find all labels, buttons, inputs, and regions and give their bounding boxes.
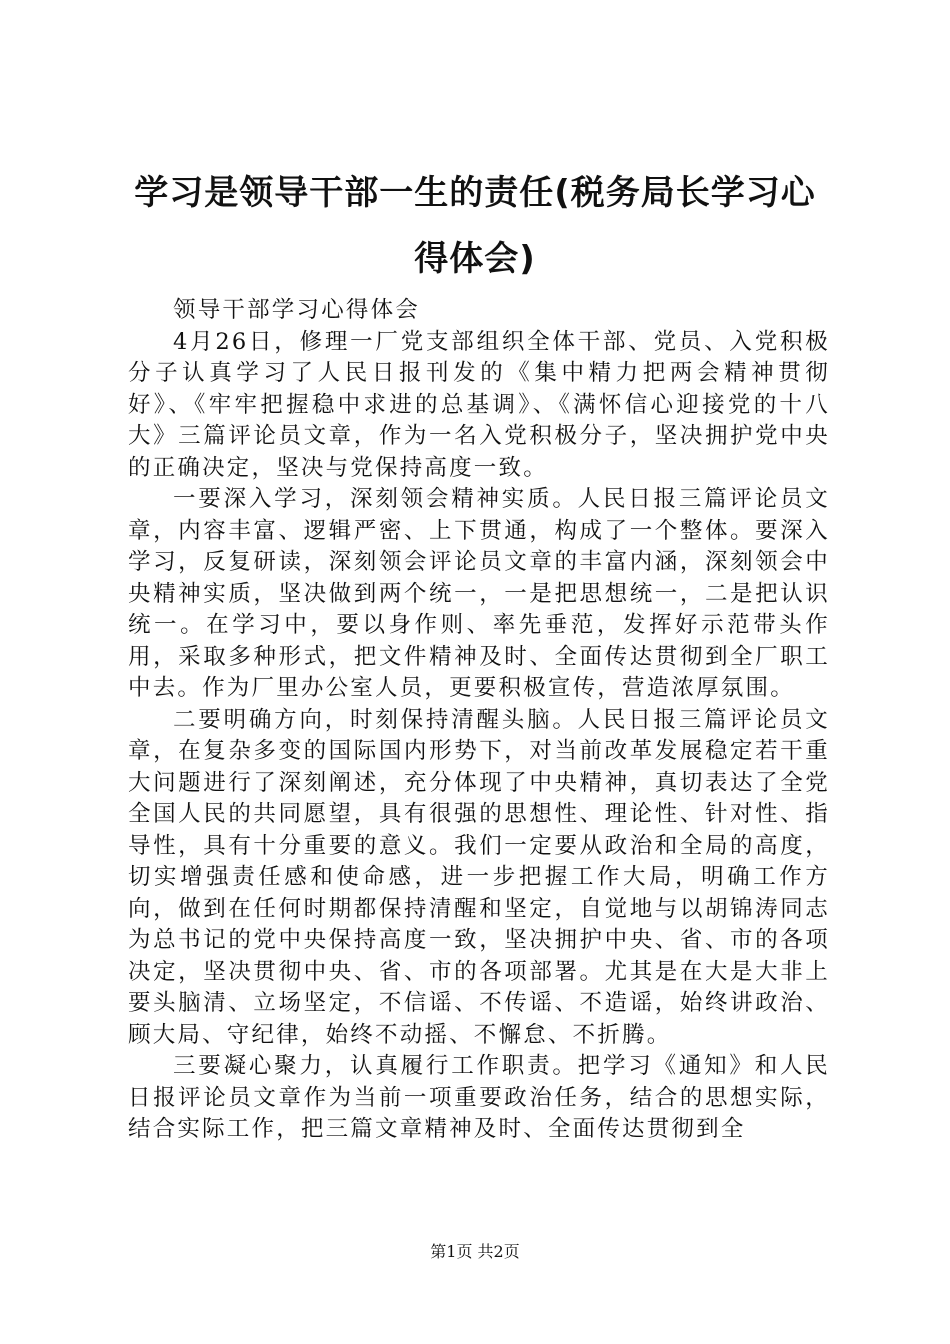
page-number-footer: 第1页 共2页 — [430, 1242, 520, 1261]
paragraph: 一要深入学习，深刻领会精神实质。人民日报三篇评论员文章，内容丰富、逻辑严密、上下贯通，构成了一个整体。要深入学习，反复研读，深刻领会评论员文章的丰富内涵，深刻领会中央精神实质，坚决做到两个统一，一是把思想统一，二是把认识统一。在学习中，要以身作则、率先垂范，发挥好示范带头作用，采取多种形式，把文件精神及时、全面传达贯彻到全厂职工中去。作为厂里办公室人员，更要积极宣传，营造浓厚氛围。 — [128, 486, 830, 701]
paragraph: 二要明确方向，时刻保持清醒头脑。人民日报三篇评论员文章，在复杂多变的国际国内形势下，对当前改革发展稳定若干重大问题进行了深刻阐述，充分体现了中央精神，真切表达了全党全国人民的共同愿望，具有很强的思想性、理论性、针对性、指导性，具有十分重要的意义。我们一定要从政治和全局的高度，切实增强责任感和使命感，进一步把握工作大局，明确工作方向，做到在任何时期都保持清醒和坚定，自觉地与以胡锦涛同志为总书记的党中央保持高度一致，坚决拥护中央、省、市的各项决定，坚决贯彻中央、省、市的各项部署。尤其是在大是大非上要头脑清、立场坚定，不信谣、不传谣、不造谣，始终讲政治、顾大局、守纪律，始终不动摇、不懈怠、不折腾。 — [128, 706, 830, 1048]
document-body — [128, 295, 830, 1146]
paragraph-subtitle: 领导干部学习心得体会 — [173, 297, 421, 323]
paragraph: 三要凝心聚力，认真履行工作职责。把学习《通知》和人民日报评论员文章作为当前一项重要政治任务，结合的思想实际，结合实际工作，把三篇文章精神及时、全面传达贯彻到全 — [128, 1053, 830, 1142]
document-title: 学习是领导干部一生的责任(税务局长学习心得体会) — [134, 173, 816, 279]
paragraph: 4月26日，修理一厂党支部组织全体干部、党员、入党积极分子认真学习了人民日报刊发的《集中精力把两会精神贯彻好》、《牢牢把握稳中求进的总基调》、《满怀信心迎接党的十八大》三篇评论员文章，作为一名入党积极分子，坚决拥护党中央的正确决定，坚决与党保持高度一致。 — [128, 328, 830, 481]
